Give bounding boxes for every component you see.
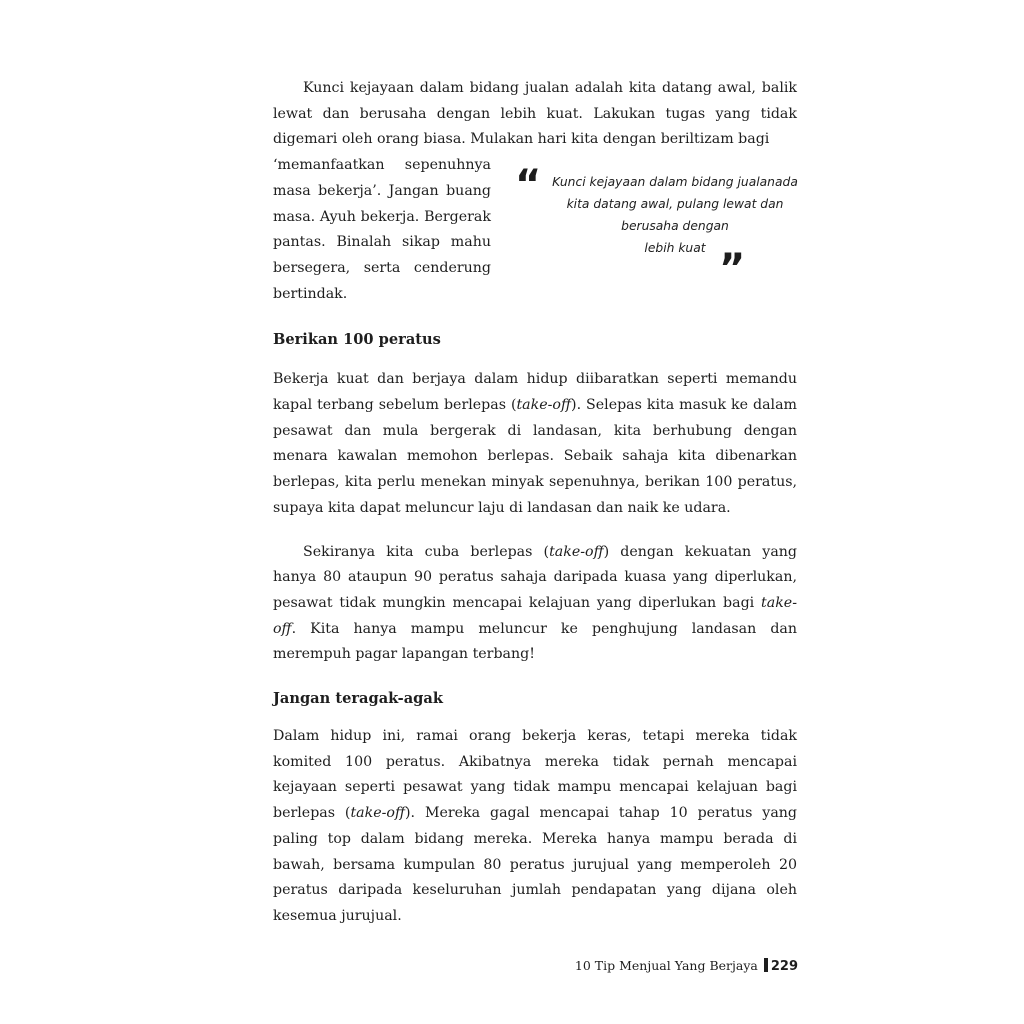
section-heading-jangan: Jangan teragak-agak	[273, 690, 443, 708]
close-quote-mark: ”	[719, 246, 746, 293]
pull-quote-line: Kunci kejayaan dalam bidang jualanada	[552, 175, 798, 190]
running-title: 10 Tip Menjual Yang Berjaya	[574, 958, 758, 973]
pull-quote	[515, 162, 798, 293]
emphasis-term: take-off	[516, 397, 572, 414]
intro-paragraph-continued: ‘memanfaatkan sepenuhnya masa bekerja’. Jangan buang masa. Ayuh bekerja. Bergerak pantas. Binalah sikap mahu bersegera, serta cenderung bertindak.	[273, 157, 491, 302]
page-footer	[540, 955, 798, 978]
intro-paragraph: Kunci kejayaan dalam bidang jualan adalah kita datang awal, balik lewat dan berusaha dengan lebih kuat. Lakukan tugas yang tidak digemari oleh orang biasa. Mulakan hari kita dengan beriltizam bagi	[273, 80, 797, 148]
pull-quote-line: lebih kuat	[644, 241, 706, 256]
pull-quote-line: kita datang awal, pulang lewat dan	[566, 197, 784, 212]
intro-row	[273, 153, 797, 307]
pull-quote-text	[547, 171, 803, 259]
pull-quote-line: berusaha dengan	[621, 219, 729, 234]
body-paragraph: Sekiranya kita cuba berlepas (take-off) dengan kekuatan yang hanya 80 ataupun 90 peratus sahaja daripada kuasa yang diperlukan, pesawat tidak mungkin mencapai kelajuan yang diperlukan bagi take-off. Kita hanya mampu meluncur ke penghujung landasan dan merempuh pagar lapangan terbang!	[273, 543, 798, 663]
page-number: 229	[770, 959, 798, 974]
book-page	[273, 76, 797, 930]
body-paragraph: Dalam hidup ini, ramai orang bekerja keras, tetapi mereka tidak komited 100 peratus. Akibatnya mereka tidak pernah mencapai kejayaan seperti pesawat yang tidak mampu mencapai kelajuan bagi berlepas (take-off). Mereka gagal mencapai tahap 10 peratus yang paling top dalam bidang mereka. Mereka hanya mampu berada di bawah, bersama kumpulan 80 peratus jurujual yang memperoleh 20 peratus daripada keseluruhan jumlah pendapatan yang dijana oleh kesemua jurujual.	[273, 728, 797, 924]
emphasis-term: take-off	[273, 594, 797, 637]
body-paragraph: Bekerja kuat dan berjaya dalam hidup diibaratkan seperti memandu kapal terbang sebelum berlepas (take-off). Selepas kita masuk ke dalam pesawat dan mula bergerak di landasan, kita berhubung dengan menara kawalan memohon berlepas. Sebaik sahaja kita dibenarkan berlepas, kita perlu menekan minyak sepenuhnya, berikan 100 peratus, supaya kita dapat meluncur laju di landasan dan naik ke udara.	[273, 371, 797, 516]
section-heading-berikan: Berikan 100 peratus	[273, 331, 441, 349]
open-quote-mark: “	[515, 162, 542, 209]
emphasis-term: take-off	[350, 805, 405, 822]
emphasis-term: take-off	[549, 543, 604, 560]
footer-divider-bar	[764, 958, 768, 972]
